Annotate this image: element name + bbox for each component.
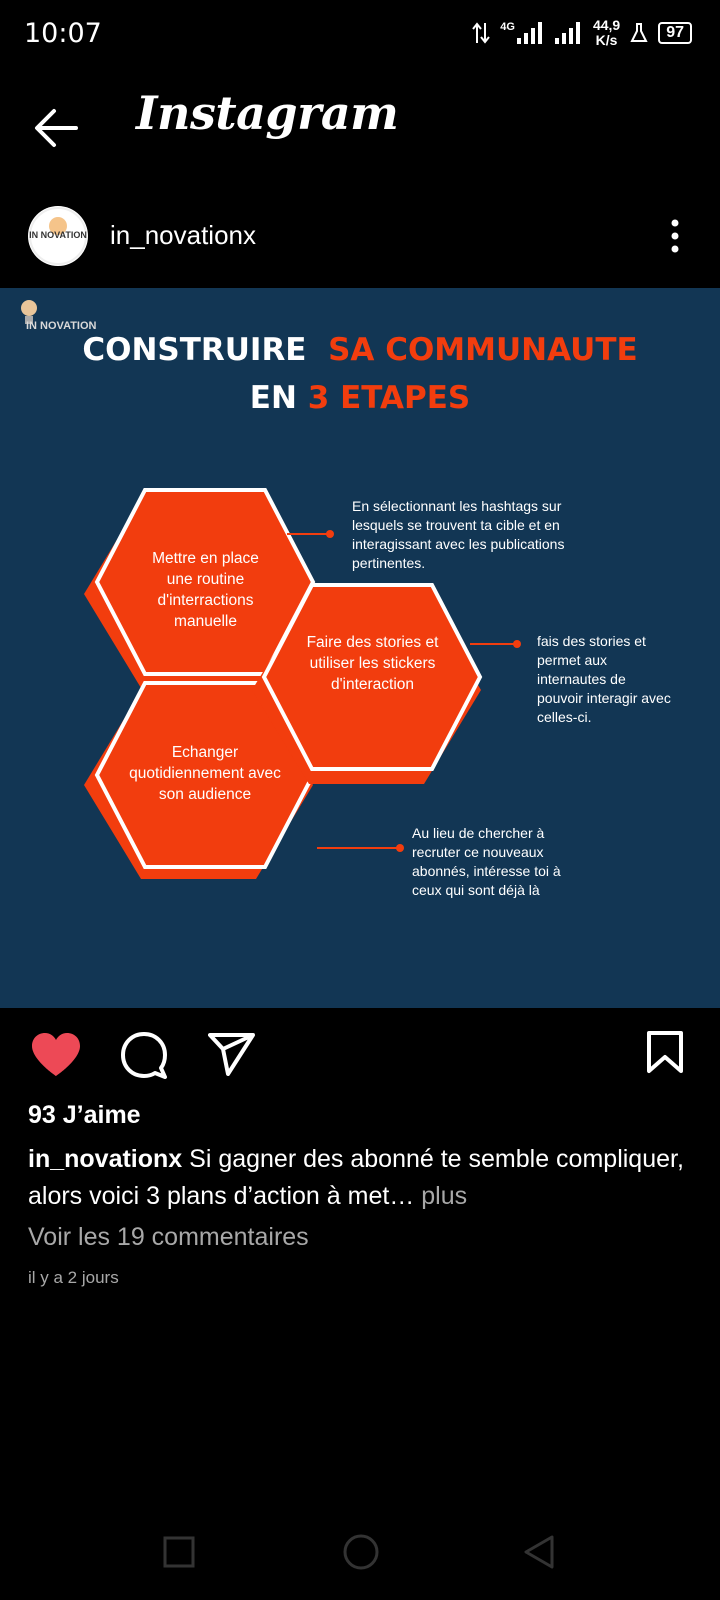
avatar[interactable]	[28, 206, 88, 266]
step-1-note: En sélectionnant les hashtags sur lesquels se trouvent ta cible et en interagissant avec les publications pertinentes.	[352, 498, 565, 571]
home-button[interactable]	[342, 1533, 380, 1576]
heart-filled-icon	[30, 1032, 82, 1078]
step-1-label: Mettre en place une routine d'interractions manuelle	[152, 550, 259, 630]
headline-white-2: EN	[249, 380, 297, 416]
step-2-note: fais des stories et permet aux internautes de pouvoir interagir avec celles-ci.	[537, 633, 671, 725]
more-options-button[interactable]	[660, 218, 690, 254]
headline-white-1: CONSTRUIRE	[82, 332, 307, 368]
connector-dot-3	[396, 844, 404, 852]
nav-back-button[interactable]	[522, 1534, 556, 1575]
net-speed-value: 44,9	[592, 17, 621, 33]
bookmark-icon	[646, 1030, 684, 1074]
data-transfer-icon	[472, 21, 490, 45]
like-button[interactable]	[30, 1032, 82, 1083]
post-image[interactable]	[0, 288, 720, 1008]
triangle-back-icon	[522, 1534, 556, 1570]
status-icons	[472, 18, 692, 48]
square-icon	[162, 1535, 196, 1569]
arrow-left-icon	[30, 105, 82, 151]
caption-text: Si gagner des abonné te semble compliquer, alors voici 3 plans d’action à met…	[28, 1145, 684, 1210]
more-vertical-icon	[660, 218, 690, 254]
send-icon	[208, 1032, 256, 1076]
avatar-text: IN NOVATION	[29, 230, 87, 240]
connector-dot-1	[326, 530, 334, 538]
caption	[28, 1141, 698, 1215]
likes-count[interactable]: 93 J’aime	[28, 1101, 141, 1129]
signal-icon-2	[555, 22, 583, 44]
network-type: 4G	[500, 21, 515, 33]
save-button[interactable]	[646, 1030, 684, 1079]
app-title: Instagram	[136, 86, 399, 140]
signal-icon	[517, 22, 545, 44]
headline-orange-2: 3 ETAPES	[307, 380, 471, 416]
connector-dot-2	[513, 640, 521, 648]
back-button[interactable]	[30, 105, 82, 151]
recents-button[interactable]	[162, 1535, 196, 1574]
comment-icon	[120, 1032, 168, 1080]
net-speed-unit: K/s	[595, 32, 618, 48]
net-speed	[593, 18, 620, 48]
flask-icon	[630, 22, 648, 44]
view-comments-link[interactable]: Voir les 19 commentaires	[28, 1223, 309, 1251]
circle-icon	[342, 1533, 380, 1571]
post-username[interactable]: in_novationx	[110, 220, 256, 250]
post-time: il y a 2 jours	[28, 1268, 119, 1287]
comment-button[interactable]	[120, 1032, 168, 1085]
step-3-label: Echanger quotidiennement avec son audience	[129, 744, 281, 803]
battery-level: 97	[658, 22, 692, 44]
caption-more-link[interactable]: plus	[421, 1182, 468, 1210]
step-2-label: Faire des stories et utiliser les stickers d'interaction	[306, 634, 439, 693]
status-time: 10:07	[24, 18, 102, 49]
step-3-note: Au lieu de chercher à recruter ce nouveaux abonnés, intéresse toi à ceux qui sont déjà là	[412, 825, 561, 898]
caption-username[interactable]: in_novationx	[28, 1145, 183, 1173]
brand-watermark: IN NOVATION	[26, 320, 97, 332]
share-button[interactable]	[208, 1032, 256, 1081]
headline-orange-1: SA COMMUNAUTE	[328, 332, 638, 368]
